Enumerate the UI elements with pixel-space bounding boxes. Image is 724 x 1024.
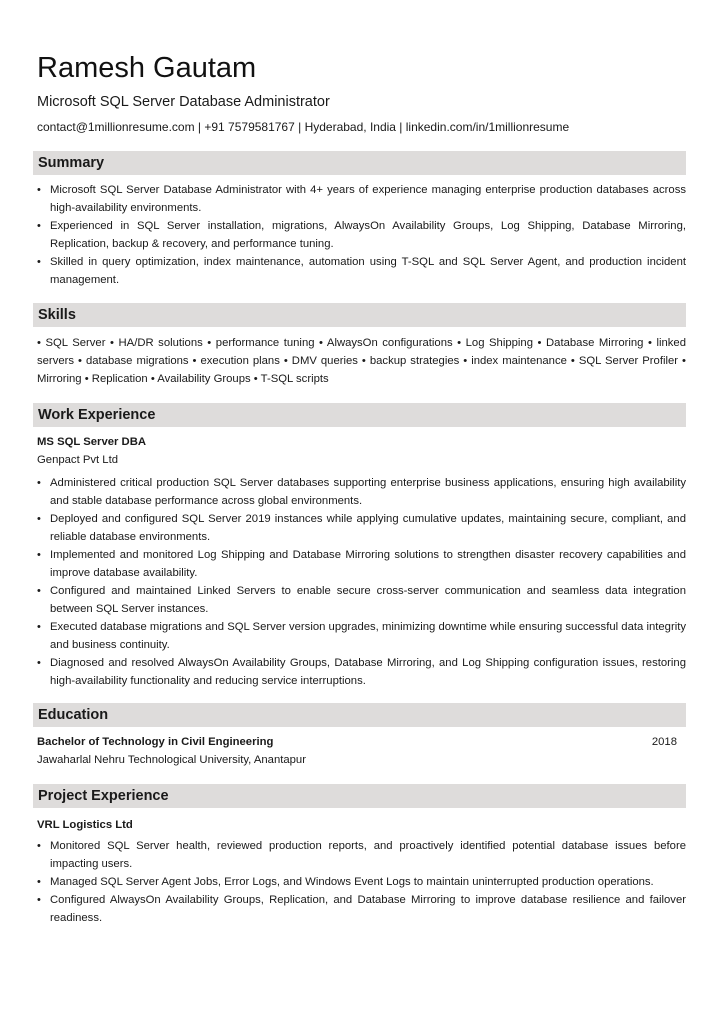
work-heading xyxy=(33,403,686,427)
education-heading xyxy=(33,703,686,727)
education-heading-label: Education xyxy=(38,707,109,723)
work-list xyxy=(33,474,686,690)
project-bullet: • Configured AlwaysOn Availability Groups, Replication, and Database Mirroring to improve database resilience and failover readiness. xyxy=(33,891,686,927)
summary-bullet: • Microsoft SQL Server Database Administrator with 4+ years of experience managing enterprise production databases across high-availability environments. xyxy=(33,181,686,217)
candidate-name: Ramesh Gautam xyxy=(37,52,257,84)
project-bullet: • Managed SQL Server Agent Jobs, Error Logs, and Windows Event Logs to maintain uninterrupted production operations. xyxy=(33,873,686,891)
skills-text: • SQL Server • HA/DR solutions • performance tuning • AlwaysOn configurations • Log Shipping • Database Mirroring • linked servers • database migrations • execution plans • DMV queries • backup strategies • index maintenance • SQL Server Profiler • Mirroring • Replication • Availability Groups • T-SQL scripts xyxy=(37,337,686,385)
contact-line: contact@1millionresume.com | +91 7579581767 | Hyderabad, India | linkedin.com/in/1millionresume xyxy=(37,120,570,134)
work-bullet: • Configured and maintained Linked Servers to enable secure cross-server communication and seamless data integration between SQL Server instances. xyxy=(33,582,686,618)
summary-heading xyxy=(33,151,686,175)
projects-heading xyxy=(33,784,686,808)
work-bullet: • Deployed and configured SQL Server 2019 instances while applying cumulative updates, maintaining secure, compliant, and reliable database environments. xyxy=(33,510,686,546)
project-bullet: • Monitored SQL Server health, reviewed production reports, and proactively identified potential database issues before impacting users. xyxy=(33,837,686,873)
job-title: MS SQL Server DBA xyxy=(37,436,147,448)
work-bullet: • Executed database migrations and SQL Server version upgrades, minimizing downtime while ensuring successful data integrity and business continuity. xyxy=(33,618,686,654)
projects-heading-label: Project Experience xyxy=(38,788,169,804)
skills-heading-label: Skills xyxy=(38,307,76,323)
school-name: Jawaharlal Nehru Technological University, Anantapur xyxy=(37,754,306,766)
skills-heading xyxy=(33,303,686,327)
graduation-year: 2018 xyxy=(651,736,677,748)
summary-bullet: • Skilled in query optimization, index maintenance, automation using T-SQL and SQL Server Agent, and production incident management. xyxy=(33,253,686,289)
candidate-role: Microsoft SQL Server Database Administrator xyxy=(37,94,330,110)
projects-list xyxy=(33,837,686,927)
work-bullet: • Diagnosed and resolved AlwaysOn Availability Groups, Database Mirroring, and Log Shipping configuration issues, restoring high-availability functionality and reducing service interruptions. xyxy=(33,654,686,690)
work-heading-label: Work Experience xyxy=(38,407,156,423)
work-bullet: • Implemented and monitored Log Shipping and Database Mirroring solutions to strengthen disaster recovery capabilities and improve database availability. xyxy=(33,546,686,582)
company-name: Genpact Pvt Ltd xyxy=(37,454,119,466)
degree-name: Bachelor of Technology in Civil Engineering xyxy=(37,736,274,748)
summary-heading-label: Summary xyxy=(38,155,105,171)
summary-bullet: • Experienced in SQL Server installation, migrations, AlwaysOn Availability Groups, Log Shipping, Database Mirroring, Replication, backup & recovery, and performance tuning. xyxy=(33,217,686,253)
summary-list xyxy=(33,181,686,289)
work-bullet: • Administered critical production SQL Server databases supporting enterprise business applications, ensuring high availability and stable database performance across global environments. xyxy=(33,474,686,510)
project-company: VRL Logistics Ltd xyxy=(37,819,133,831)
